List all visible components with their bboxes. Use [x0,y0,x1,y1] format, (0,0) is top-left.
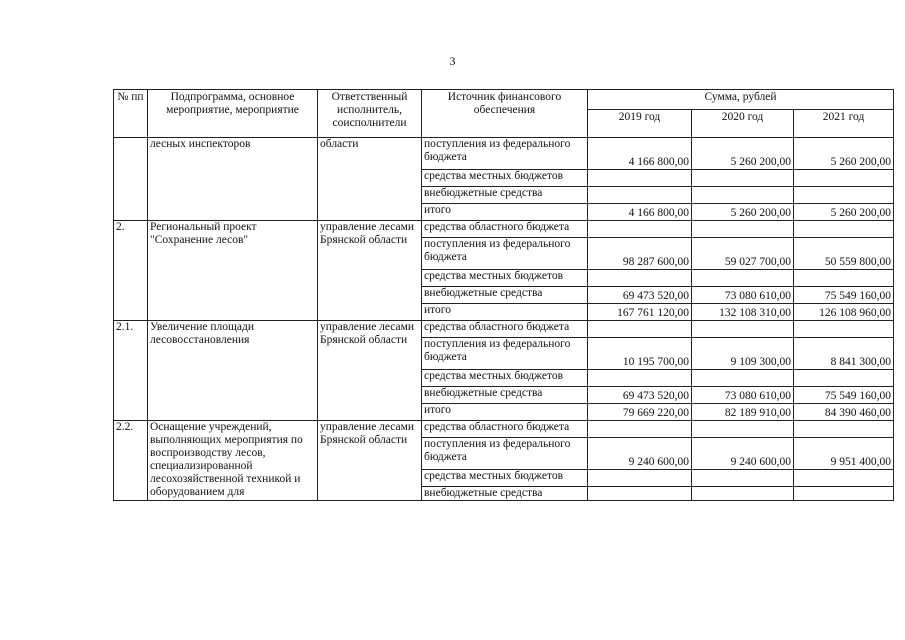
amount-cell: 9 240 600,00 [692,438,794,470]
funding-source: внебюджетные средства [422,487,588,501]
row-number [114,138,148,221]
amount-cell [588,470,692,487]
amount-cell [794,170,894,187]
amount-cell: 132 108 310,00 [692,304,794,321]
executor-name: области [318,138,422,221]
funding-source: поступления из федерального бюджета [422,238,588,270]
header-num: № пп [114,90,148,138]
amount-cell: 75 549 160,00 [794,287,894,304]
header-year-2021: 2021 год [794,110,894,138]
amount-cell: 5 260 200,00 [794,138,894,170]
funding-source: внебюджетные средства [422,387,588,404]
amount-cell [692,370,794,387]
amount-cell: 73 080 610,00 [692,287,794,304]
executor-name: управление лесами Брянской области [318,321,422,421]
funding-source: внебюджетные средства [422,187,588,204]
funding-source: поступления из федерального бюджета [422,338,588,370]
table-row [114,138,894,170]
amount-cell: 4 166 800,00 [588,138,692,170]
amount-cell: 9 109 300,00 [692,338,794,370]
table-row [114,321,894,338]
amount-cell: 5 260 200,00 [692,204,794,221]
amount-cell [794,321,894,338]
table-row [114,221,894,238]
amount-cell [692,170,794,187]
amount-cell: 69 473 520,00 [588,387,692,404]
row-number: 2.2. [114,421,148,501]
funding-source: средства областного бюджета [422,321,588,338]
funding-source: поступления из федерального бюджета [422,438,588,470]
amount-cell: 5 260 200,00 [794,204,894,221]
header-year-2020: 2020 год [692,110,794,138]
header-executor: Ответственный исполнитель, соисполнители [318,90,422,138]
total-label: итого [422,304,588,321]
amount-cell: 9 240 600,00 [588,438,692,470]
amount-cell [692,321,794,338]
page-number: 3 [449,54,456,68]
amount-cell: 9 951 400,00 [794,438,894,470]
funding-source: средства местных бюджетов [422,470,588,487]
amount-cell: 69 473 520,00 [588,287,692,304]
amount-cell: 10 195 700,00 [588,338,692,370]
amount-cell: 4 166 800,00 [588,204,692,221]
row-number: 2.1. [114,321,148,421]
amount-cell: 126 108 960,00 [794,304,894,321]
amount-cell [794,421,894,438]
amount-cell [588,187,692,204]
total-label: итого [422,404,588,421]
funding-source: средства областного бюджета [422,421,588,438]
amount-cell [794,370,894,387]
program-name: Региональный проект "Сохранение лесов" [148,221,318,321]
table-body [114,138,894,501]
header-year-2019: 2019 год [588,110,692,138]
budget-table [113,89,894,501]
funding-source: поступления из федерального бюджета [422,138,588,170]
amount-cell: 73 080 610,00 [692,387,794,404]
amount-cell [794,470,894,487]
amount-cell [588,487,692,501]
funding-source: средства местных бюджетов [422,370,588,387]
amount-cell: 167 761 120,00 [588,304,692,321]
amount-cell [692,187,794,204]
row-number: 2. [114,221,148,321]
amount-cell: 5 260 200,00 [692,138,794,170]
amount-cell [794,221,894,238]
amount-cell [692,270,794,287]
header-source: Источник финансового обеспечения [422,90,588,138]
executor-name: управление лесами Брянской области [318,221,422,321]
amount-cell [794,270,894,287]
header-sum: Сумма, рублей [588,90,894,110]
amount-cell [588,370,692,387]
amount-cell: 75 549 160,00 [794,387,894,404]
amount-cell [794,487,894,501]
funding-source: внебюджетные средства [422,287,588,304]
header-program: Подпрограмма, основное мероприятие, мероприятие [148,90,318,138]
amount-cell [588,421,692,438]
funding-source: средства местных бюджетов [422,170,588,187]
amount-cell [588,270,692,287]
amount-cell: 8 841 300,00 [794,338,894,370]
program-name: Оснащение учреждений, выполняющих мероприятия по воспроизводству лесов, специализированной лесохозяйственной техникой и оборудованием для [148,421,318,501]
amount-cell [794,187,894,204]
amount-cell: 98 287 600,00 [588,238,692,270]
amount-cell [692,487,794,501]
table-row [114,421,894,438]
amount-cell [588,321,692,338]
program-name: лесных инспекторов [148,138,318,221]
amount-cell [692,470,794,487]
funding-source: средства местных бюджетов [422,270,588,287]
executor-name: управление лесами Брянской области [318,421,422,501]
total-label: итого [422,204,588,221]
amount-cell: 59 027 700,00 [692,238,794,270]
amount-cell [692,221,794,238]
amount-cell [588,221,692,238]
program-name: Увеличение площади лесовосстановления [148,321,318,421]
amount-cell [692,421,794,438]
funding-source: средства областного бюджета [422,221,588,238]
amount-cell [588,170,692,187]
amount-cell: 82 189 910,00 [692,404,794,421]
amount-cell: 84 390 460,00 [794,404,894,421]
amount-cell: 79 669 220,00 [588,404,692,421]
amount-cell: 50 559 800,00 [794,238,894,270]
